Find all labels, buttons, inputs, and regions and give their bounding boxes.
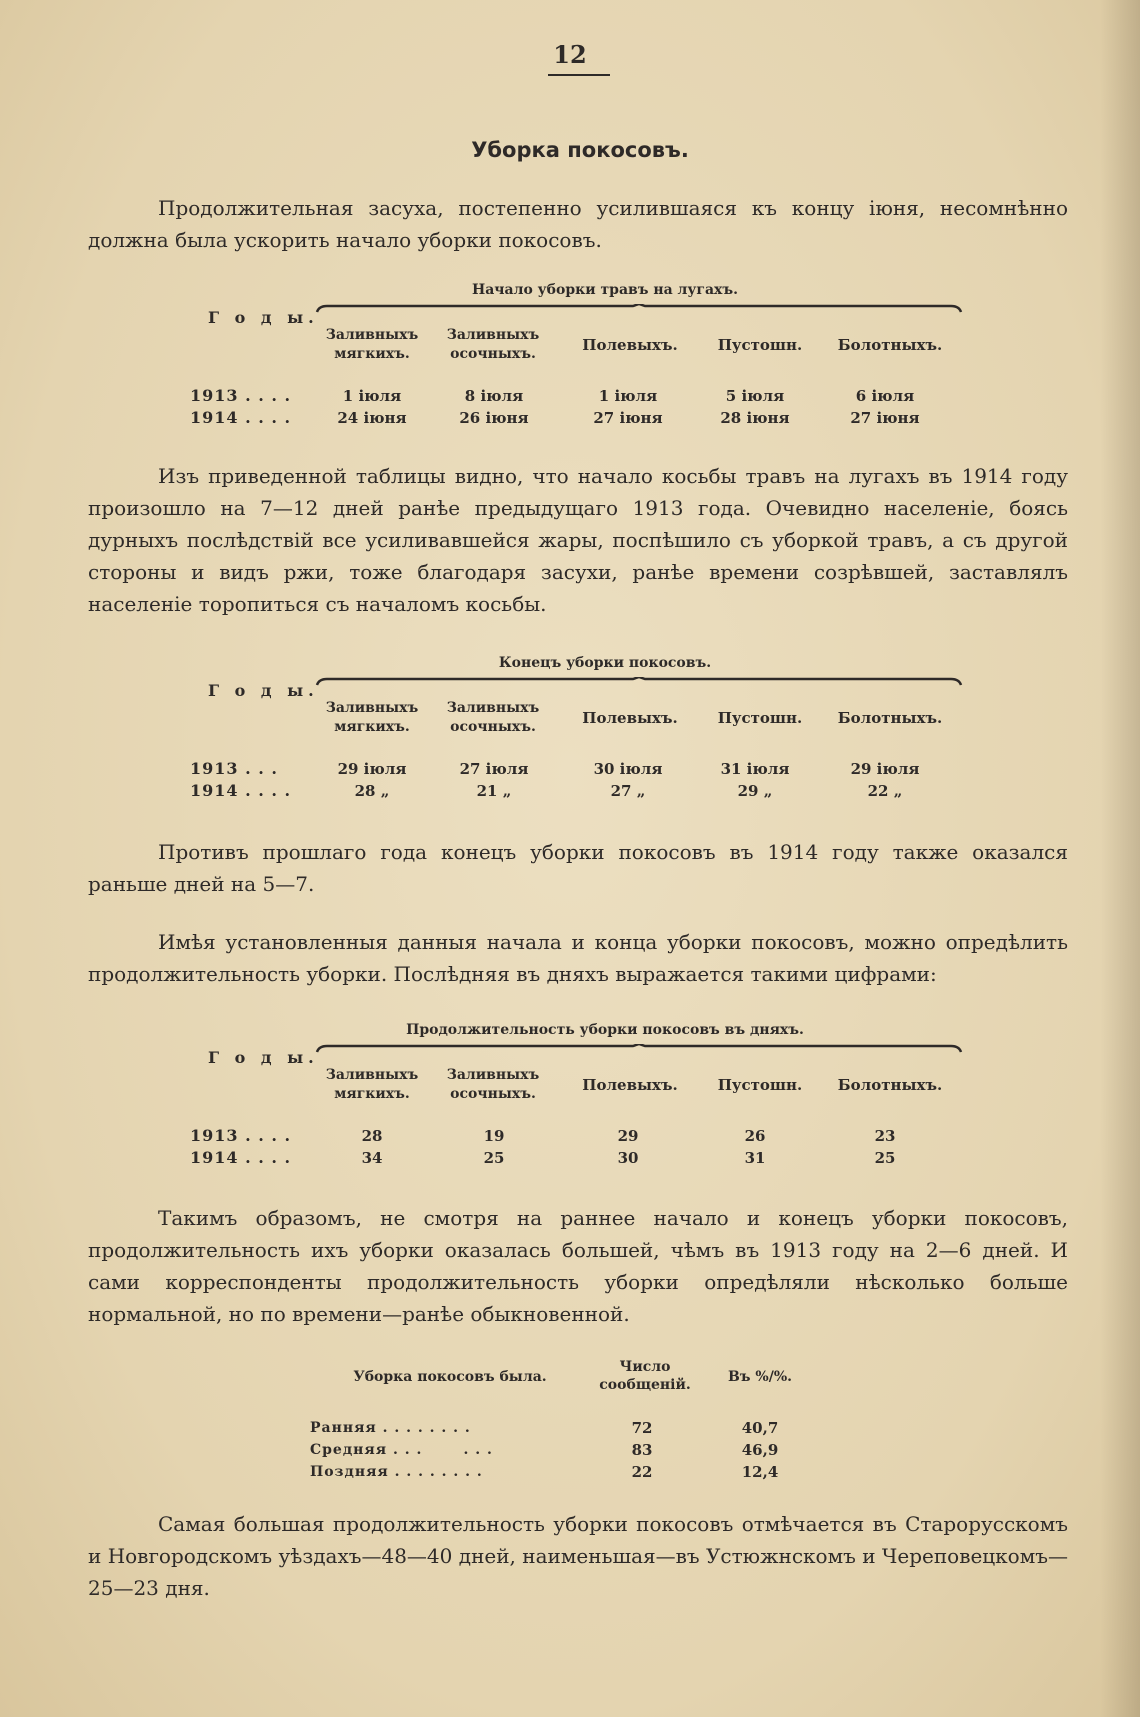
table-cell: 1 іюля	[598, 387, 658, 405]
summary-col-header-count: Число сообщеній.	[599, 1359, 691, 1393]
summary-percent: 40,7	[741, 1419, 779, 1437]
column-header: Пустошн.	[717, 1076, 803, 1094]
table-cell: 30 іюля	[593, 760, 663, 778]
years-header: Г о д ы.	[208, 1048, 319, 1067]
brace-line	[315, 304, 963, 314]
paragraph-2: Изъ приведенной таблицы видно, что начало косьбы травъ на лугахъ въ 1914 году произошло на 7—12 дней ранѣе предыдущаго 1913 года. Очевидно населеніе, боясь дурныхъ послѣдствій все усиливавшейся жары, поспѣшило съ уборкой травъ, а съ другой стороны и видъ ржи, тоже благодаря засухи, ранѣе времени созрѣвшей, заставлялъ населеніе торопиться съ началомъ косьбы.	[88, 464, 1068, 616]
table-cell: 28 іюня	[720, 409, 790, 427]
table-cell: 31 іюля	[720, 760, 790, 778]
table-cell: 25	[874, 1149, 896, 1167]
table-cell: 1 іюля	[342, 387, 402, 405]
column-header: Полевыхъ.	[582, 336, 678, 354]
summary-row-label: Поздняя . . . . . . . .	[310, 1464, 483, 1480]
table-cell: 27 іюля	[459, 760, 529, 778]
table-cell: 28	[361, 1127, 383, 1145]
summary-table	[310, 1348, 830, 1488]
table-cell: 8 іюля	[464, 387, 524, 405]
column-header: Болотныхъ.	[837, 336, 943, 354]
table-cell: 27 іюня	[850, 409, 920, 427]
paragraph-5: Такимъ образомъ, не смотря на раннее начало и конецъ уборки покосовъ, продолжительность ихъ уборки оказалась большей, чѣмъ въ 1913 году на 2—6 дней. И сами корреспонденты продолжительность уборки опредѣляли нѣсколько больше нормальной, но по времени—ранѣе обыкновенной.	[88, 1206, 1068, 1326]
column-header: Заливныхъ мягкихъ.	[325, 327, 419, 362]
column-header: Пустошн.	[717, 709, 803, 727]
table-cell: 6 іюля	[855, 387, 915, 405]
summary-count: 22	[631, 1463, 653, 1481]
table-start-of-harvest	[180, 282, 980, 452]
table-cell: 34	[361, 1149, 383, 1167]
table-harvest-duration	[180, 1022, 980, 1192]
table-cell: 5 іюля	[725, 387, 785, 405]
summary-percent: 12,4	[741, 1463, 779, 1481]
page-number-underline	[548, 74, 610, 76]
table-caption: Начало уборки травъ на лугахъ.	[471, 282, 738, 298]
row-label: 1914 . . . .	[190, 408, 292, 427]
paragraph-4: Имѣя установленныя данныя начала и конца уборки покосовъ, можно опредѣлить продолжительность уборки. Послѣдняя въ дняхъ выражается такими цифрами:	[88, 930, 1068, 986]
summary-count: 83	[631, 1441, 653, 1459]
brace-line	[315, 677, 963, 687]
column-header: Заливныхъ осочныхъ.	[446, 1067, 540, 1102]
column-header: Полевыхъ.	[582, 709, 678, 727]
table-cell: 30	[617, 1149, 639, 1167]
table-cell: 19	[483, 1127, 505, 1145]
table-cell: 21 „	[476, 782, 512, 800]
table-cell: 26 іюня	[459, 409, 529, 427]
row-label: 1913 . . .	[190, 759, 278, 778]
years-header: Г о д ы.	[208, 308, 319, 327]
page-number: 12	[553, 40, 587, 69]
column-header: Болотныхъ.	[837, 709, 943, 727]
summary-col-header-percent: Въ %/%.	[727, 1369, 793, 1385]
table-cell: 27 „	[610, 782, 646, 800]
table-cell: 23	[874, 1127, 896, 1145]
table-cell: 22 „	[867, 782, 903, 800]
table-cell: 29 іюля	[850, 760, 920, 778]
table-cell: 25	[483, 1149, 505, 1167]
row-label: 1913 . . . .	[190, 1126, 292, 1145]
table-end-of-harvest	[180, 655, 980, 825]
column-header: Заливныхъ осочныхъ.	[446, 700, 540, 735]
table-caption: Продолжительность уборки покосовъ въ дняхъ.	[406, 1022, 804, 1038]
years-header: Г о д ы.	[208, 681, 319, 700]
paragraph-3: Противъ прошлаго года конецъ уборки покосовъ въ 1914 году также оказался раньше дней на 5—7.	[88, 840, 1068, 896]
table-cell: 28 „	[354, 782, 390, 800]
section-title: Уборка покосовъ.	[471, 138, 689, 162]
table-cell: 27 іюня	[593, 409, 663, 427]
summary-row-label: Средняя . . . . . .	[310, 1442, 493, 1458]
column-header: Заливныхъ мягкихъ.	[325, 700, 419, 735]
summary-count: 72	[631, 1419, 653, 1437]
row-label: 1914 . . . .	[190, 781, 292, 800]
table-cell: 31	[744, 1149, 766, 1167]
paragraph-6: Самая большая продолжительность уборки покосовъ отмѣчается въ Старорусскомъ и Новгородскомъ уѣздахъ—48—40 дней, наименьшая—въ Устюжнскомъ и Череповецкомъ—25—23 дня.	[88, 1512, 1068, 1600]
column-header: Пустошн.	[717, 336, 803, 354]
table-cell: 29 іюля	[337, 760, 407, 778]
summary-row-label: Ранняя . . . . . . . .	[310, 1420, 471, 1436]
table-cell: 29 „	[737, 782, 773, 800]
row-label: 1914 . . . .	[190, 1148, 292, 1167]
table-cell: 29	[617, 1127, 639, 1145]
row-label: 1913 . . . .	[190, 386, 292, 405]
column-header: Полевыхъ.	[582, 1076, 678, 1094]
table-caption: Конецъ уборки покосовъ.	[498, 655, 712, 671]
paragraph-1: Продолжительная засуха, постепенно усилившаяся къ концу іюня, несомнѣнно должна была ускорить начало уборки покосовъ.	[88, 196, 1068, 252]
page-edge-shadow	[1100, 0, 1140, 1717]
brace-line	[315, 1044, 963, 1054]
table-cell: 24 іюня	[337, 409, 407, 427]
column-header: Заливныхъ мягкихъ.	[325, 1067, 419, 1102]
summary-col-header-category: Уборка покосовъ была.	[353, 1369, 547, 1385]
column-header: Заливныхъ осочныхъ.	[446, 327, 540, 362]
summary-percent: 46,9	[741, 1441, 779, 1459]
column-header: Болотныхъ.	[837, 1076, 943, 1094]
table-cell: 26	[744, 1127, 766, 1145]
